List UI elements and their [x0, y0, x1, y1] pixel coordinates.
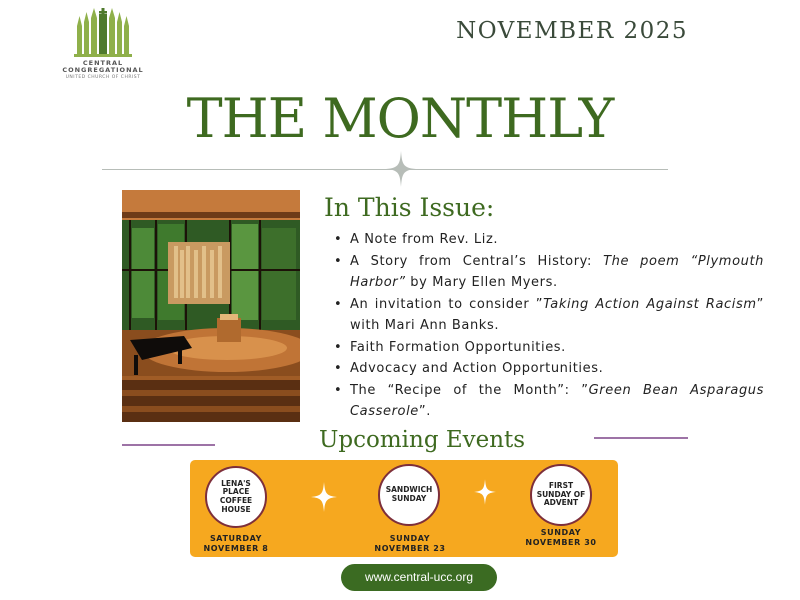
toc-list [332, 229, 764, 423]
event-date [186, 534, 286, 555]
toc-item-text: A Story from Central’s History: [350, 253, 604, 269]
toc-item-text: The “Recipe of the Month”: ” [350, 382, 589, 398]
sparkle-icon [474, 478, 496, 506]
accent-line-left [122, 444, 215, 446]
toc-item-after: ” with Mari Ann Banks. [350, 296, 764, 333]
event-day: SUNDAY [540, 528, 582, 537]
event-date-text: NOVEMBER 8 [203, 544, 269, 554]
toc-item-text: An invitation to consider ” [350, 296, 544, 312]
logo-name-line1: CENTRAL [82, 59, 124, 67]
events-heading: Upcoming Events [319, 427, 526, 453]
event-day: SUNDAY [389, 534, 431, 543]
title-divider [102, 169, 668, 170]
list-item [332, 294, 764, 337]
event-date-text: NOVEMBER 23 [374, 544, 446, 554]
toc-item-after: ”. [418, 404, 431, 419]
list-item [332, 337, 764, 359]
toc-item-italic: The poem “Plymouth Harbor” [350, 253, 764, 290]
sparkle-icon [311, 482, 337, 512]
issue-date: NOVEMBER 2025 [456, 18, 688, 44]
toc-item-after: by Mary Ellen Myers. [405, 275, 558, 290]
event-date [360, 534, 460, 555]
event-badge: LENA'S PLACE COFFEE HOUSE [205, 466, 267, 528]
list-item [332, 251, 764, 294]
logo-tagline: UNITED CHURCH OF CHRIST [65, 74, 141, 80]
event-badge: SANDWICH SUNDAY [378, 464, 440, 526]
website-link[interactable]: www.central-ucc.org [341, 564, 497, 591]
event-badge: FIRST SUNDAY OF ADVENT [530, 464, 592, 526]
list-item [332, 380, 764, 423]
church-spires-logo-icon [72, 8, 134, 60]
event-date [511, 528, 611, 549]
event-date-text: NOVEMBER 30 [525, 538, 597, 548]
toc-item-italic: Taking Action Against Racism [543, 296, 757, 312]
events-panel [190, 460, 618, 557]
toc-item-text: Advocacy and Action Opportunities. [350, 361, 604, 376]
toc-item-text: Faith Formation Opportunities. [350, 339, 566, 355]
logo-name-line2: CONGREGATIONAL [62, 66, 144, 75]
list-item [332, 229, 764, 251]
toc-item-text: A Note from Rev. Liz. [350, 232, 499, 247]
list-item [332, 358, 764, 380]
newsletter-title: THE MONTHLY [186, 87, 614, 150]
sanctuary-photo [122, 190, 300, 422]
event-day: SATURDAY [209, 534, 263, 543]
church-logo [58, 8, 148, 88]
toc-item-italic: Green Bean Asparagus Casserole [350, 382, 765, 419]
accent-line-right [594, 437, 688, 439]
sparkle-divider-icon [386, 151, 416, 187]
toc-heading: In This Issue: [324, 193, 495, 222]
